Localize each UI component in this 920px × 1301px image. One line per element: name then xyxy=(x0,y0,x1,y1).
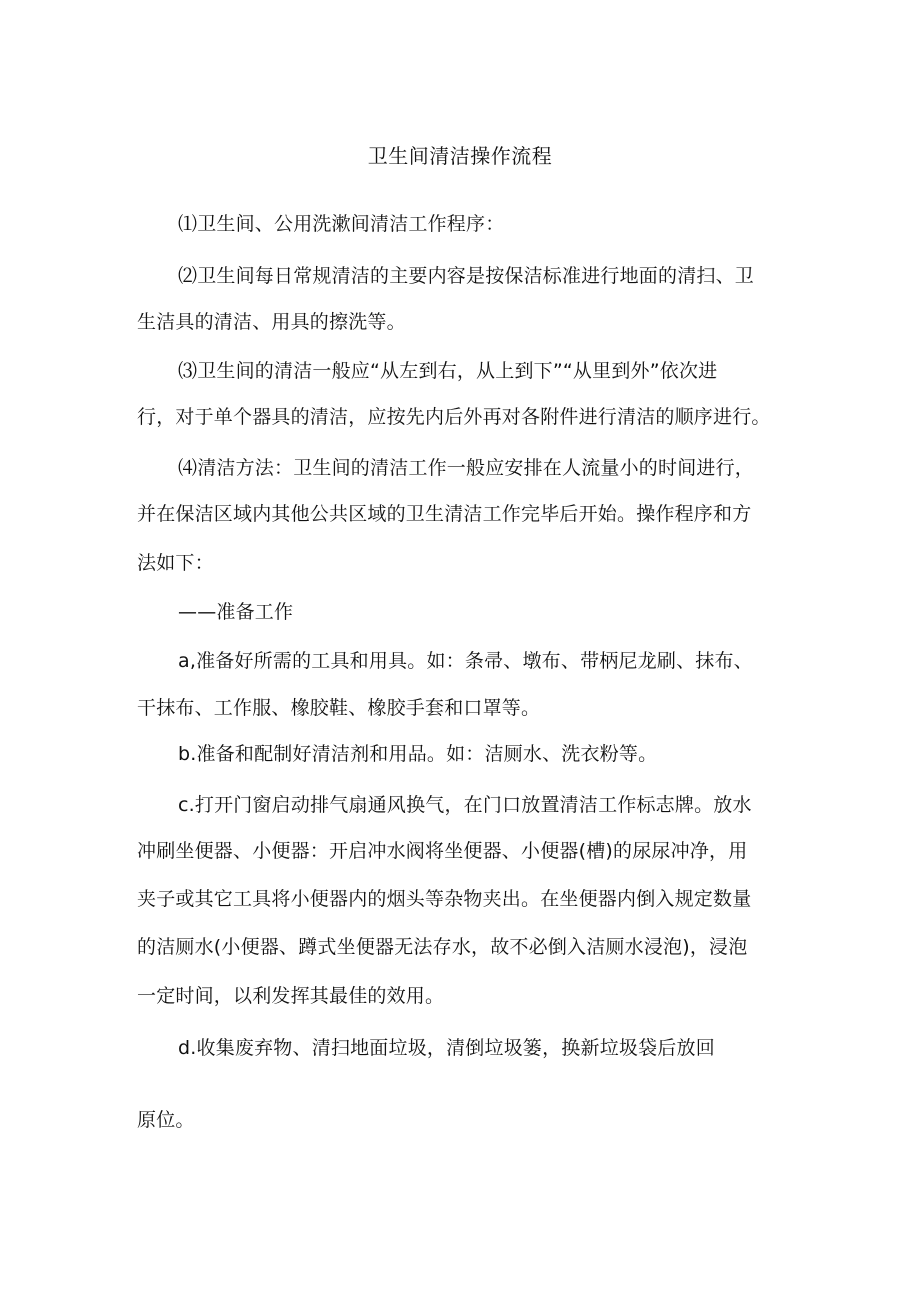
paragraph-line: 冲刷坐便器、小便器：开启冲水阀将坐便器、小便器(槽)的尿尿冲净，用 xyxy=(137,840,748,862)
paragraph-line: ⑶卫生间的清洁一般应“从左到右，从上到下”“从里到外”依次进 xyxy=(178,360,718,382)
paragraph-line: 生洁具的清洁、用具的擦洗等。 xyxy=(137,311,406,333)
paragraph-line: 原位。 xyxy=(137,1109,195,1131)
paragraph-line: 法如下： xyxy=(137,552,214,574)
paragraph-line: a,准备好所需的工具和用具。如：条帚、墩布、带柄尼龙刷、抹布、 xyxy=(178,650,753,672)
paragraph-line: ⑷清洁方法：卫生间的清洁工作一般应安排在人流量小的时间进行， xyxy=(178,457,755,479)
paragraph-line: 行，对于单个器具的清洁，应按先内后外再对各附件进行清洁的顺序进行。 xyxy=(137,406,771,428)
paragraph-line: 的洁厕水(小便器、蹲式坐便器无法存水，故不必倒入洁厕水浸泡)，浸泡 xyxy=(137,936,748,958)
section-heading: ——准备工作 xyxy=(178,601,294,623)
paragraph-line: 一定时间，以利发挥其最佳的效用。 xyxy=(137,985,445,1007)
paragraph-line: 并在保洁区域内其他公共区域的卫生清洁工作完毕后开始。操作程序和方 xyxy=(137,503,752,525)
paragraph-line: c.打开门窗启动排气扇通风换气，在门口放置清洁工作标志牌。放水 xyxy=(178,794,752,816)
paragraph-line: d.收集废弃物、清扫地面垃圾，清倒垃圾篓，换新垃圾袋后放回 xyxy=(178,1037,715,1059)
paragraph-line: b.准备和配制好清洁剂和用品。如：洁厕水、洗衣粉等。 xyxy=(178,743,658,765)
paragraph-line: ⑴卫生间、公用洗漱间清洁工作程序： xyxy=(178,213,505,235)
paragraph-line: 夹子或其它工具将小便器内的烟头等杂物夹出。在坐便器内倒入规定数量 xyxy=(137,888,752,910)
paragraph-line: 干抹布、工作服、橡胶鞋、橡胶手套和口罩等。 xyxy=(137,697,541,719)
paragraph-line: ⑵卫生间每日常规清洁的主要内容是按保洁标准进行地面的清扫、卫 xyxy=(178,265,755,287)
document-title: 卫生间清洁操作流程 xyxy=(367,144,553,168)
